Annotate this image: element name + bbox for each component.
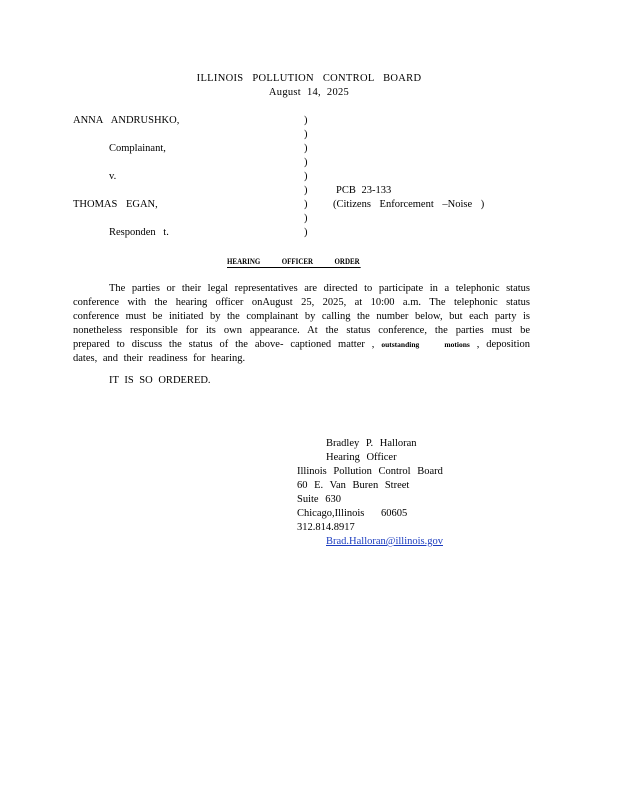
paragraph-end-text: , deposition dates, and their readiness for hearing.	[73, 339, 531, 364]
order-date: August 14, 2025	[268, 87, 350, 98]
paragraph-text: The parties or their legal representatives are directed to participate in a telephonic status conference with the hearing officer onAugust 25, 2025, at 10:00 a.m. The telephonic status conference must be initiated by the complainant by calling the number below, but each party is nonetheless responsible for its own appearance. At the status conference, the parties must be prepared to discuss the status of the above- captioned matter ,	[73, 283, 530, 350]
order-title: HEARING OFFICER ORDER	[227, 256, 360, 266]
so-ordered: IT IS SO ORDERED.	[109, 375, 211, 386]
address-city: Chicago,Illinois 60605	[297, 508, 408, 519]
paren: )	[304, 227, 308, 238]
paren: )	[304, 213, 308, 224]
email-link[interactable]: Brad.Halloran@illinois.gov	[326, 536, 443, 547]
case-type: (Citizens Enforcement –Noise )	[333, 199, 485, 210]
versus-label: v.	[109, 171, 117, 182]
paren: )	[304, 129, 308, 140]
respondent-name: THOMAS EGAN,	[73, 199, 158, 210]
paren: )	[304, 185, 308, 196]
address-line-1: 60 E. Van Buren Street	[297, 480, 410, 491]
outstanding-motions-text: outstanding motions	[381, 340, 470, 349]
agency-heading: ILLINOIS POLLUTION CONTROL BOARD	[196, 73, 422, 84]
signer-name: Bradley P. Halloran	[326, 438, 417, 449]
paren: )	[304, 199, 308, 210]
case-number: PCB 23-133	[336, 185, 392, 196]
paren: )	[304, 143, 308, 154]
complainant-name: ANNA ANDRUSHKO,	[73, 115, 180, 126]
paren: )	[304, 157, 308, 168]
address-line-2: Suite 630	[297, 494, 341, 505]
paren: )	[304, 115, 308, 126]
complainant-role: Complainant,	[109, 143, 166, 154]
paren: )	[304, 171, 308, 182]
respondent-role: Responden t.	[109, 227, 169, 238]
phone-number: 312.814.8917	[297, 522, 355, 533]
signer-title: Hearing Officer	[326, 452, 397, 463]
caption-parentheses	[304, 114, 308, 240]
order-paragraph	[73, 282, 530, 366]
signer-org: Illinois Pollution Control Board	[297, 466, 443, 477]
